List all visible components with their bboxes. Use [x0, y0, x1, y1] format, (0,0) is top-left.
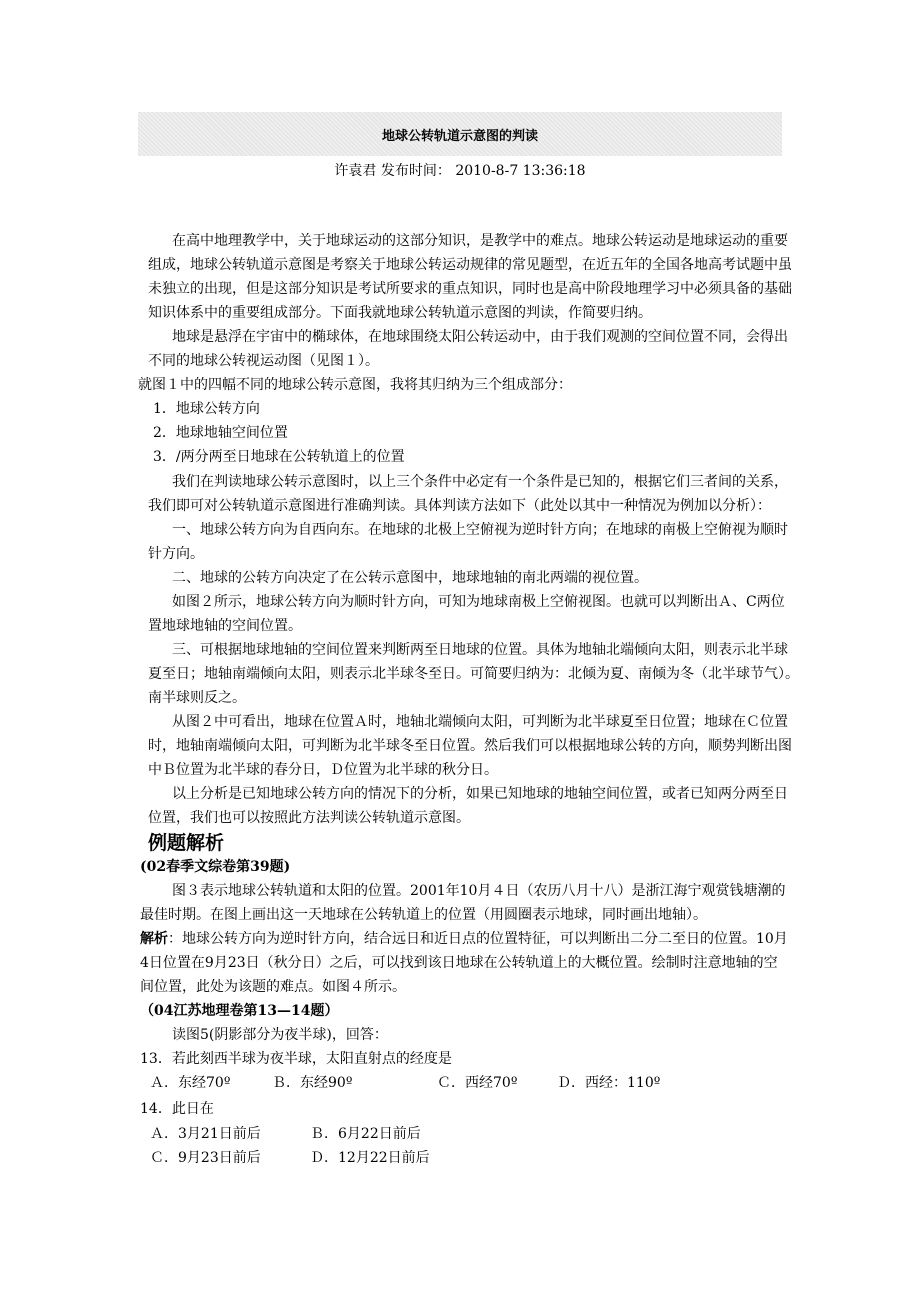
title-banner: [138, 112, 782, 156]
analysis-line: 4日位置在9月23日（秋分日）之后，可以找到该日地球在公转轨道上的大概位置。绘制时注意地轴的空: [140, 955, 778, 971]
body-line: 针方向。: [148, 546, 204, 562]
example-line: 图３表示地球公转轨道和太阳的位置。2001年10月４日（农历八月十八）是浙江海宁观赏钱塘潮的: [172, 883, 786, 899]
body-line: 我们即可对公转轨道示意图进行准确判读。具体判读方法如下（此处以其中一种情况为例加以分析）：: [148, 498, 771, 514]
list-item: 3．/两分两至日地球在公转轨道上的位置: [153, 449, 405, 465]
body-line: 我们在判读地球公转示意图时，以上三个条件中必定有一个条件是已知的，根据它们三者间的关系，: [172, 474, 788, 490]
page-title: 地球公转轨道示意图的判读: [381, 128, 538, 144]
list-item: 2．地球地轴空间位置: [153, 425, 288, 441]
body-line: 地球是悬浮在宇宙中的椭球体，在地球围绕太阳公转运动中，由于我们观测的空间位置不同，会得出: [172, 329, 788, 345]
option-a: Ａ．3月21日前后: [150, 1126, 261, 1142]
analysis-label: 解析: [140, 931, 168, 947]
analysis-text: ：地球公转方向为逆时针方向，结合远日和近日点的位置特征，可以判断出二分二至日的位置。10月: [168, 931, 788, 947]
body-line: 一、地球公转方向为自西向东。在地球的北极上空俯视为逆时针方向；在地球的南极上空俯视为顺时: [172, 522, 788, 538]
option-c: Ｃ．9月23日前后: [150, 1150, 261, 1166]
body-line: 中Ｂ位置为北半球的春分日，Ｄ位置为北半球的秋分日。: [148, 762, 498, 778]
body-line: 时，地轴南端倾向太阳，可判断为北半球冬至日位置。然后我们可以根据地球公转的方向，顺势判断出图: [148, 738, 792, 754]
option-c: Ｃ．西经70º: [437, 1075, 518, 1091]
option-b: Ｂ．6月22日前后: [310, 1126, 421, 1142]
example-source: (02春季文综卷第39题): [140, 859, 291, 875]
question-stem: 14．此日在: [140, 1101, 214, 1117]
example-line: 读图5(阴影部分为夜半球)，回答：: [172, 1027, 388, 1043]
body-line: 知识体系中的重要组成部分。下面我就地球公转轨道示意图的判读，作简要归纳。: [148, 305, 652, 321]
body-line: 从图２中可看出，地球在位置Ａ时，地轴北端倾向太阳，可判断为北半球夏至日位置；地球在Ｃ位置: [172, 714, 788, 730]
body-line: 置地球地轴的空间位置。: [148, 618, 302, 634]
body-line: 就图１中的四幅不同的地球公转示意图，我将其归纳为三个组成部分：: [138, 377, 572, 393]
section-heading: 例题解析: [148, 832, 225, 854]
body-line: 未独立的出现，但是这部分知识是考试所要求的重点知识，同时也是高中阶段地理学习中必须具备的基础: [148, 281, 792, 297]
body-line: 在高中地理教学中，关于地球运动的这部分知识，是教学中的难点。地球公转运动是地球运动的重要: [172, 233, 788, 249]
option-b: Ｂ．东经90º: [272, 1075, 353, 1091]
example-source: （04江苏地理卷第13—14题）: [140, 1003, 339, 1019]
body-line: 如图２所示，地球公转方向为顺时针方向，可知为地球南极上空俯视图。也就可以判断出Ａ、C两位: [172, 594, 785, 610]
body-line: 位置，我们也可以按照此方法判读公转轨道示意图。: [148, 810, 470, 826]
analysis-line: [140, 927, 788, 951]
option-d: Ｄ．西经：110º: [557, 1075, 661, 1091]
question-stem: 13．若此刻西半球为夜半球，太阳直射点的经度是: [140, 1051, 452, 1067]
body-line: 不同的地球公转视运动图（见图１）。: [148, 353, 379, 369]
analysis-line: 间位置，此处为该题的难点。如图４所示。: [140, 979, 406, 995]
body-line: 夏至日；地轴南端倾向太阳，则表示北半球冬至日。可简要归纳为：北倾为夏、南倾为冬（北半球节气）。: [148, 666, 799, 682]
body-line: 南半球则反之。: [148, 690, 246, 706]
author-meta: 许袁君 发布时间： 2010-8-7 13:36:18: [334, 163, 586, 179]
example-line: 最佳时期。在图上画出这一天地球在公转轨道上的位置（用圆圈表示地球，同时画出地轴）。: [140, 907, 707, 923]
body-line: 组成，地球公转轨道示意图是考察关于地球公转运动规律的常见题型，在近五年的全国各地高考试题中虽: [148, 257, 792, 273]
body-line: 以上分析是已知地球公转方向的情况下的分析，如果已知地球的地轴空间位置，或者已知两分两至日: [172, 786, 788, 802]
body-line: 二、地球的公转方向决定了在公转示意图中，地球地轴的南北两端的视位置。: [172, 570, 648, 586]
body-line: 三、可根据地球地轴的空间位置来判断两至日地球的位置。具体为地轴北端倾向太阳，则表示北半球: [172, 642, 788, 658]
list-item: 1．地球公转方向: [153, 401, 260, 417]
option-d: Ｄ．12月22日前后: [310, 1150, 430, 1166]
option-a: Ａ．东经70º: [150, 1075, 231, 1091]
